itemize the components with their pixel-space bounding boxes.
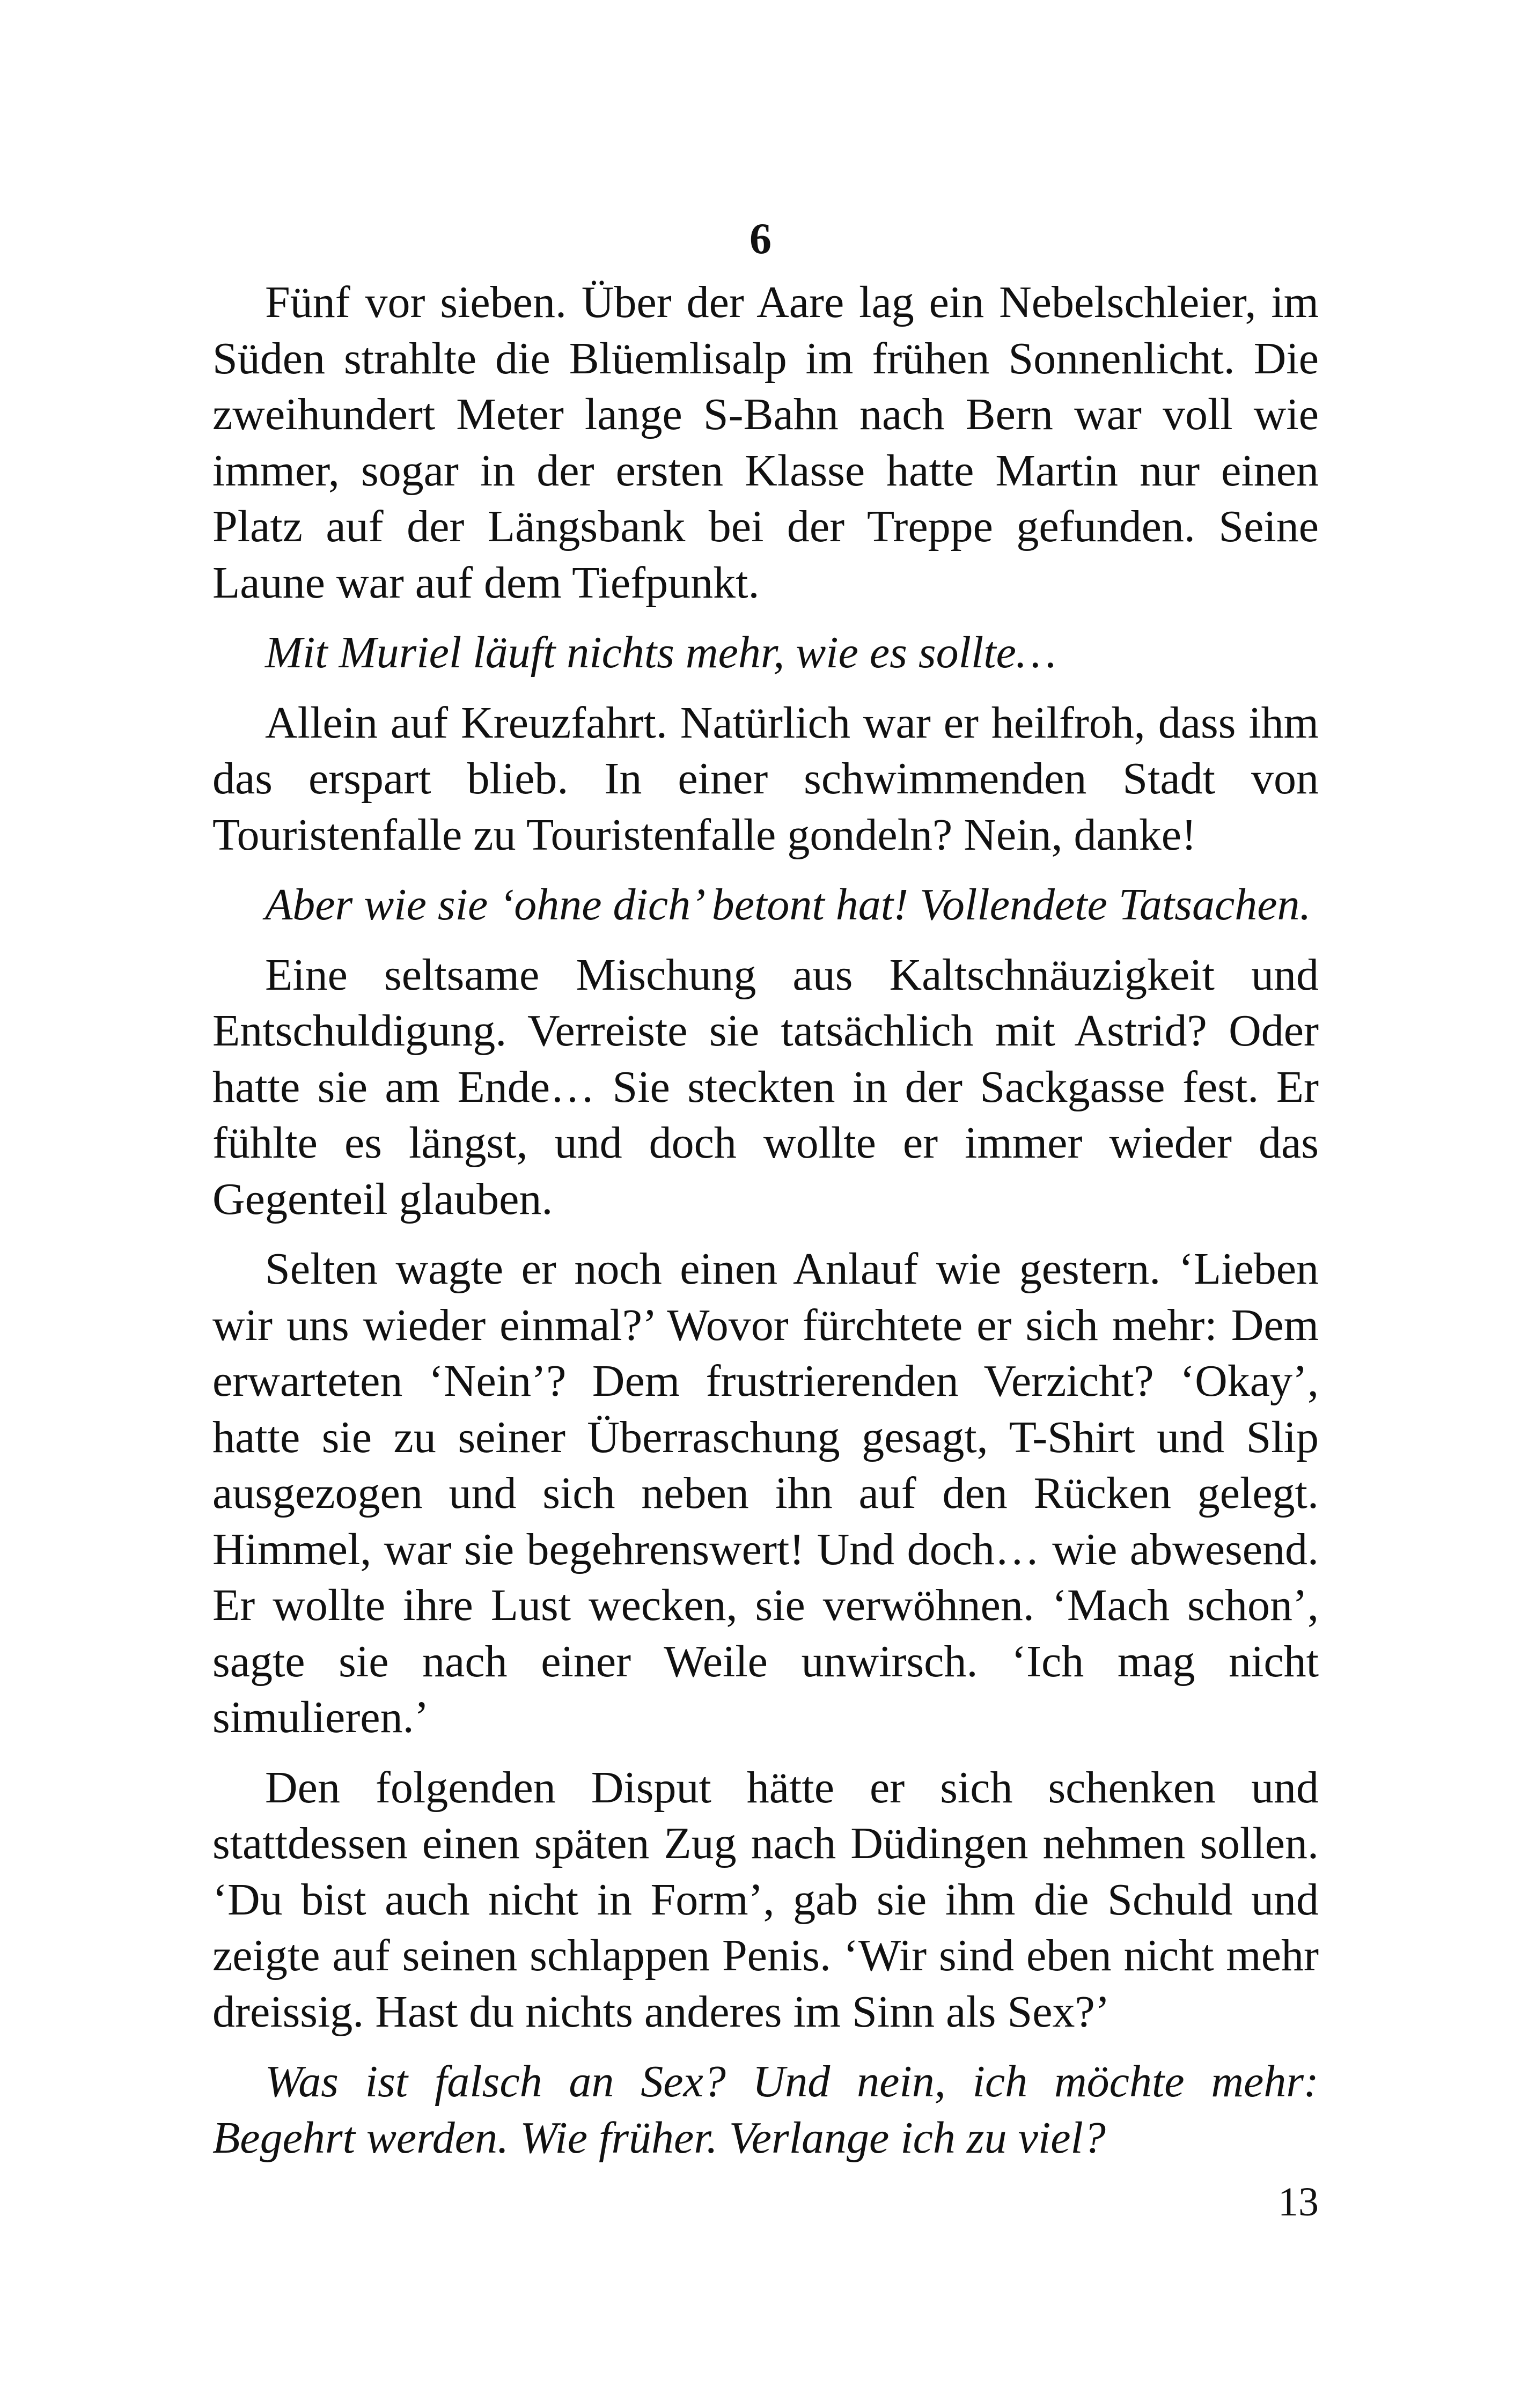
- paragraph-7: Den folgenden Disput hätte er sich schenken und stattdessen einen späten Zug nach Düdingen nehmen sollen. ‘Du bist auch nicht in Form’, gab sie ihm die Schuld und zeigte auf seinen schlappen Penis. ‘Wir sind eben nicht mehr dreissig. Hast du nichts anderes im Sinn als Sex?’: [212, 1762, 1319, 2037]
- paragraph-1: Fünf vor sieben. Über der Aare lag ein Nebelschleier, im Süden strahlte die Blüemlisalp im frühen Sonnenlicht. Die zweihundert Meter lange S-Bahn nach Bern war voll wie immer, sogar in der ersten Klasse hatte Martin nur einen Platz auf der Längsbank bei der Treppe gefunden. Seine Laune war auf dem Tiefpunkt.: [212, 277, 1319, 608]
- paragraph-2-italic: Mit Muriel läuft nichts mehr, wie es sollte…: [265, 628, 1056, 678]
- page-number: 13: [1278, 2179, 1319, 2225]
- paragraph-6: Selten wagte er noch einen Anlauf wie gestern. ‘Lieben wir uns wieder einmal?’ Wovor fürchtete er sich mehr: Dem erwarteten ‘Nein’? Dem frustrierenden Verzicht? ‘Okay’, hatte sie zu seiner Überraschung gesagt, T-Shirt und Slip ausgezogen und sich neben ihn auf den Rücken gelegt. Himmel, war sie begehrenswert! Und doch… wie abwesend. Er wollte ihre Lust wecken, sie verwöhnen. ‘Mach schon’, sagte sie nach einer Weile unwirsch. ‘Ich mag nicht simulieren.’: [212, 1244, 1319, 1742]
- paragraph-3: Allein auf Kreuzfahrt. Natürlich war er heilfroh, dass ihm das erspart blieb. In einer schwimmenden Stadt von Touristenfalle zu Touristenfalle gondeln? Nein, danke!: [212, 697, 1319, 860]
- chapter-number: 6: [750, 214, 771, 263]
- paragraph-5: Eine seltsame Mischung aus Kaltschnäuzigkeit und Entschuldigung. Verreiste sie tatsächlich mit Astrid? Oder hatte sie am Ende… Sie steckten in der Sackgasse fest. Er fühlte es längst, und doch wollte er immer wieder das Gegenteil glauben.: [212, 949, 1319, 1224]
- body-text: [212, 275, 1319, 2180]
- paragraph-4-italic: Aber wie sie ‘ohne dich’ betont hat! Vollendete Tatsachen.: [265, 880, 1311, 930]
- paragraph-8-italic: Was ist falsch an Sex? Und nein, ich möchte mehr: Begehrt werden. Wie früher. Verlange ich zu viel?: [212, 2057, 1319, 2163]
